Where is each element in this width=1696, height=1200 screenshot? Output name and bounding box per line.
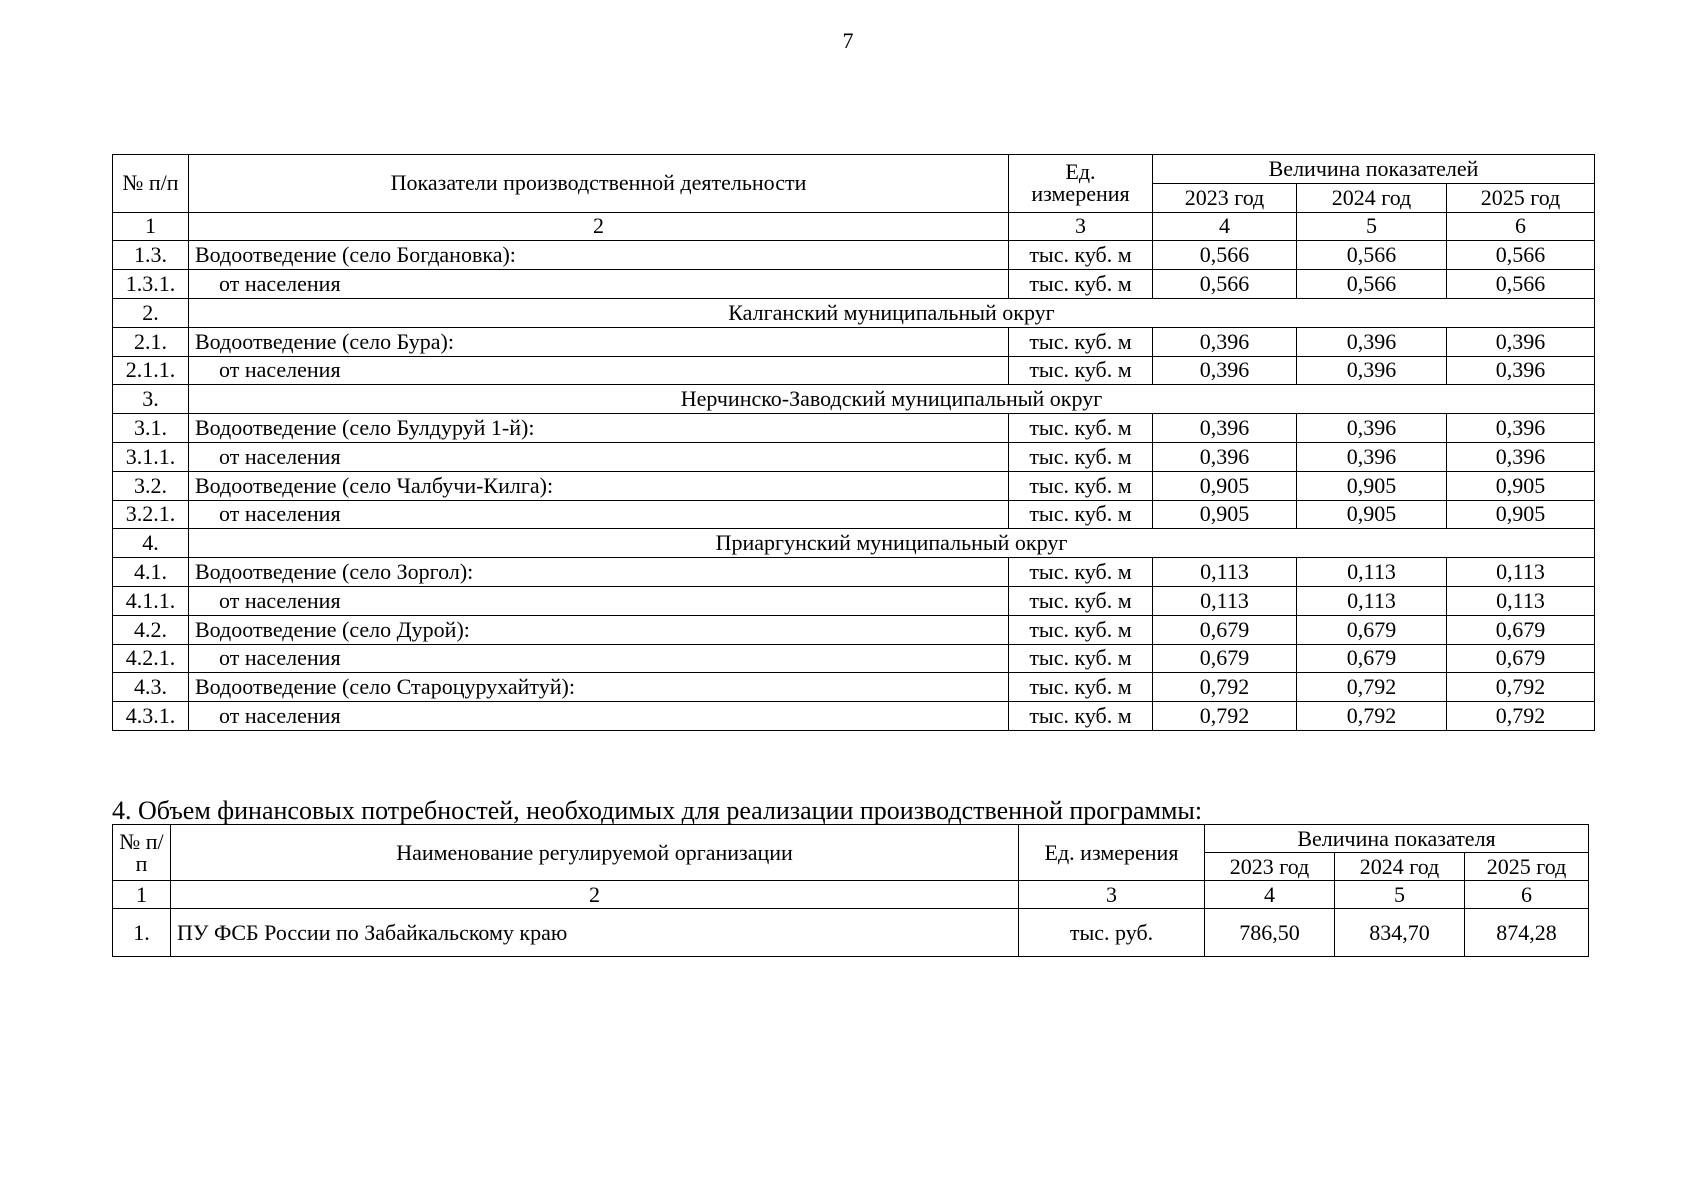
row-value-2024: 0,566 <box>1297 270 1447 299</box>
row-indicator: от населения <box>189 500 1009 529</box>
header-year-2023: 2023 год <box>1205 853 1335 881</box>
col-number: 6 <box>1447 212 1595 241</box>
row-value-2025: 0,566 <box>1447 241 1595 270</box>
col-number: 2 <box>171 881 1019 909</box>
row-num: 4.3. <box>113 673 189 702</box>
row-value-2025: 0,792 <box>1447 673 1595 702</box>
row-value-2024: 0,679 <box>1297 644 1447 673</box>
row-num: 3.2. <box>113 471 189 500</box>
row-num: 4.3.1. <box>113 702 189 731</box>
header-num: № п/п <box>113 825 171 881</box>
header-year-2024: 2024 год <box>1335 853 1465 881</box>
table-row <box>113 471 1595 500</box>
row-unit: тыс. куб. м <box>1009 558 1153 587</box>
row-value-2023: 0,905 <box>1153 500 1297 529</box>
row-value-2023: 0,792 <box>1153 702 1297 731</box>
row-value-2024: 0,905 <box>1297 500 1447 529</box>
row-value-2024: 0,396 <box>1297 327 1447 356</box>
row-num: 4.1. <box>113 558 189 587</box>
table-row <box>113 327 1595 356</box>
row-indicator: от населения <box>189 270 1009 299</box>
row-value-2023: 0,113 <box>1153 558 1297 587</box>
table-row <box>113 442 1595 471</box>
row-value-2023: 0,113 <box>1153 586 1297 615</box>
row-value-2024: 0,113 <box>1297 586 1447 615</box>
row-unit: тыс. куб. м <box>1009 241 1153 270</box>
row-unit: тыс. руб. <box>1019 909 1205 957</box>
table-row <box>113 414 1595 443</box>
col-number: 1 <box>113 212 189 241</box>
row-unit: тыс. куб. м <box>1009 644 1153 673</box>
column-numbers-row <box>113 212 1595 241</box>
row-value-2025: 0,905 <box>1447 500 1595 529</box>
row-value-2023: 0,679 <box>1153 615 1297 644</box>
row-num: 3.2.1. <box>113 500 189 529</box>
row-value-2023: 0,566 <box>1153 270 1297 299</box>
row-value-2024: 0,396 <box>1297 414 1447 443</box>
header-year-2024: 2024 год <box>1297 183 1447 212</box>
col-number: 3 <box>1009 212 1153 241</box>
row-unit: тыс. куб. м <box>1009 471 1153 500</box>
row-value-2024: 0,113 <box>1297 558 1447 587</box>
header-indicator: Показатели производственной деятельности <box>189 155 1009 213</box>
row-value-2023: 0,792 <box>1153 673 1297 702</box>
row-unit: тыс. куб. м <box>1009 270 1153 299</box>
financial-needs-table <box>112 824 1589 957</box>
section-row <box>113 529 1595 558</box>
row-value-2025: 0,679 <box>1447 615 1595 644</box>
row-value-2023: 0,566 <box>1153 241 1297 270</box>
row-num: 4.2. <box>113 615 189 644</box>
table-row <box>113 644 1595 673</box>
row-value-2025: 0,396 <box>1447 327 1595 356</box>
header-num: № п/п <box>113 155 189 213</box>
row-num: 2. <box>113 298 189 327</box>
row-value-2025: 0,113 <box>1447 586 1595 615</box>
section-name: Калганский муниципальный округ <box>189 298 1595 327</box>
col-number: 1 <box>113 881 171 909</box>
row-value-2023: 0,396 <box>1153 327 1297 356</box>
row-unit: тыс. куб. м <box>1009 327 1153 356</box>
header-value-group: Величина показателей <box>1153 155 1595 184</box>
row-value-2024: 0,905 <box>1297 471 1447 500</box>
section-row <box>113 385 1595 414</box>
row-indicator: от населения <box>189 356 1009 385</box>
header-year-2025: 2025 год <box>1447 183 1595 212</box>
row-unit: тыс. куб. м <box>1009 673 1153 702</box>
row-unit: тыс. куб. м <box>1009 442 1153 471</box>
table-row <box>113 615 1595 644</box>
col-number: 2 <box>189 212 1009 241</box>
row-value-2025: 0,396 <box>1447 414 1595 443</box>
section-name: Нерчинско-Заводский муниципальный округ <box>189 385 1595 414</box>
header-org: Наименование регулируемой организации <box>171 825 1019 881</box>
row-num: 4.1.1. <box>113 586 189 615</box>
row-num: 4.2.1. <box>113 644 189 673</box>
row-org: ПУ ФСБ России по Забайкальскому краю <box>171 909 1019 957</box>
row-indicator: от населения <box>189 702 1009 731</box>
row-unit: тыс. куб. м <box>1009 500 1153 529</box>
row-value-2024: 0,396 <box>1297 356 1447 385</box>
row-indicator: Водоотведение (село Богдановка): <box>189 241 1009 270</box>
table-row <box>113 673 1595 702</box>
col-number: 4 <box>1205 881 1335 909</box>
row-value-2024: 0,792 <box>1297 702 1447 731</box>
row-value-2024: 0,396 <box>1297 442 1447 471</box>
production-indicators-table <box>112 154 1595 731</box>
row-unit: тыс. куб. м <box>1009 356 1153 385</box>
row-indicator: Водоотведение (село Булдуруй 1-й): <box>189 414 1009 443</box>
row-value-2024: 834,70 <box>1335 909 1465 957</box>
row-unit: тыс. куб. м <box>1009 615 1153 644</box>
row-num: 4. <box>113 529 189 558</box>
row-num: 1.3. <box>113 241 189 270</box>
table-row <box>113 558 1595 587</box>
row-indicator: от населения <box>189 442 1009 471</box>
row-unit: тыс. куб. м <box>1009 414 1153 443</box>
col-number: 6 <box>1465 881 1589 909</box>
col-number: 3 <box>1019 881 1205 909</box>
row-indicator: Водоотведение (село Дурой): <box>189 615 1009 644</box>
row-value-2023: 0,679 <box>1153 644 1297 673</box>
row-value-2025: 0,566 <box>1447 270 1595 299</box>
row-value-2024: 0,792 <box>1297 673 1447 702</box>
row-indicator: от населения <box>189 644 1009 673</box>
row-num: 2.1. <box>113 327 189 356</box>
page-number: 7 <box>842 28 854 53</box>
header-value-group: Величина показателя <box>1205 825 1589 853</box>
column-numbers-row <box>113 881 1589 909</box>
row-value-2025: 0,679 <box>1447 644 1595 673</box>
row-value-2025: 0,396 <box>1447 356 1595 385</box>
row-unit: тыс. куб. м <box>1009 586 1153 615</box>
row-value-2025: 0,113 <box>1447 558 1595 587</box>
row-value-2023: 0,905 <box>1153 471 1297 500</box>
section-4-title: 4. Объем финансовых потребностей, необходимых для реализации производственной программы: <box>112 796 1203 825</box>
table-row <box>113 356 1595 385</box>
header-unit: Ед. измерения <box>1009 155 1153 213</box>
row-num: 3. <box>113 385 189 414</box>
row-value-2023: 0,396 <box>1153 442 1297 471</box>
row-unit: тыс. куб. м <box>1009 702 1153 731</box>
table-row <box>113 270 1595 299</box>
row-value-2025: 0,905 <box>1447 471 1595 500</box>
row-num: 2.1.1. <box>113 356 189 385</box>
col-number: 4 <box>1153 212 1297 241</box>
header-unit: Ед. измерения <box>1019 825 1205 881</box>
table-row <box>113 241 1595 270</box>
row-indicator: Водоотведение (село Староцурухайтуй): <box>189 673 1009 702</box>
header-year-2023: 2023 год <box>1153 183 1297 212</box>
row-num: 3.1.1. <box>113 442 189 471</box>
row-value-2025: 874,28 <box>1465 909 1589 957</box>
row-num: 1.3.1. <box>113 270 189 299</box>
production-indicators-body <box>113 241 1595 731</box>
table-row <box>113 500 1595 529</box>
table-row <box>113 586 1595 615</box>
col-number: 5 <box>1335 881 1465 909</box>
row-value-2024: 0,566 <box>1297 241 1447 270</box>
header-year-2025: 2025 год <box>1465 853 1589 881</box>
row-value-2025: 0,396 <box>1447 442 1595 471</box>
table-row <box>113 702 1595 731</box>
section-name: Приаргунский муниципальный округ <box>189 529 1595 558</box>
row-indicator: Водоотведение (село Бура): <box>189 327 1009 356</box>
section-row <box>113 298 1595 327</box>
row-value-2024: 0,679 <box>1297 615 1447 644</box>
row-value-2023: 0,396 <box>1153 414 1297 443</box>
col-number: 5 <box>1297 212 1447 241</box>
table-row <box>113 909 1589 957</box>
row-num: 1. <box>113 909 171 957</box>
row-value-2023: 0,396 <box>1153 356 1297 385</box>
row-value-2023: 786,50 <box>1205 909 1335 957</box>
row-num: 3.1. <box>113 414 189 443</box>
row-indicator: Водоотведение (село Чалбучи-Килга): <box>189 471 1009 500</box>
row-indicator: Водоотведение (село Зоргол): <box>189 558 1009 587</box>
row-indicator: от населения <box>189 586 1009 615</box>
row-value-2025: 0,792 <box>1447 702 1595 731</box>
